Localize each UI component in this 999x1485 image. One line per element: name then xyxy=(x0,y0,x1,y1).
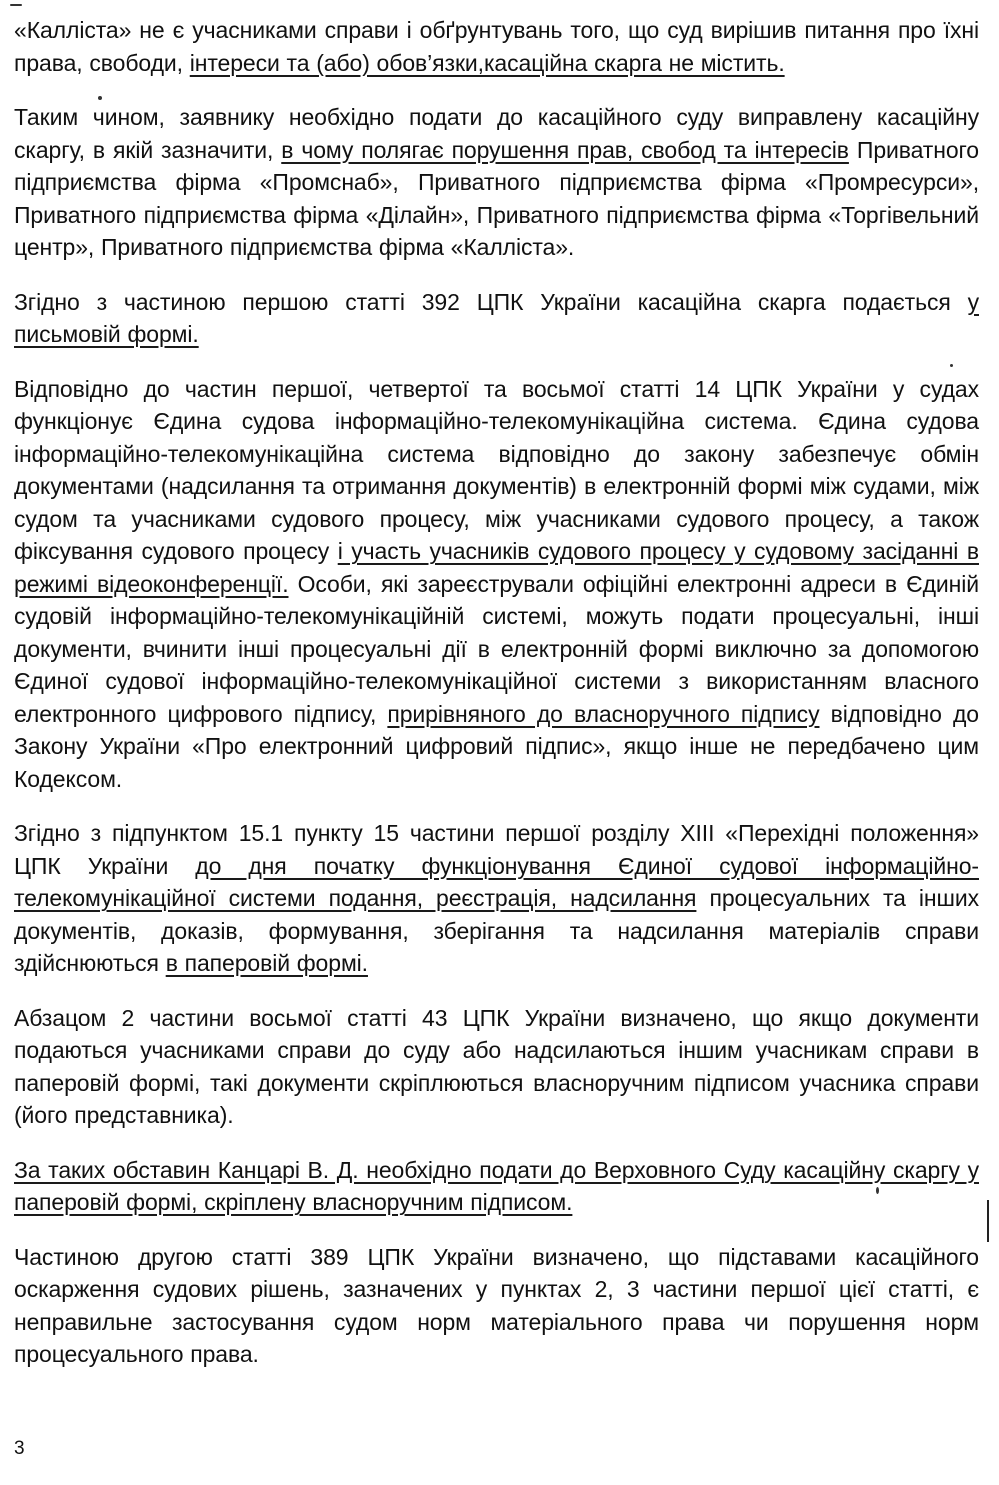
paragraph-4 xyxy=(14,373,979,796)
paragraph-6 xyxy=(14,1002,979,1132)
paragraph-4-underlined-2: прирівняного до власноручного підпису xyxy=(387,700,820,727)
page-number: 3 xyxy=(14,1438,25,1459)
paragraph-4-text-end: відповідно до Закону України «Про електронний цифровий підпис», якщо інше не передбачено цим Кодексом. xyxy=(14,700,979,792)
ink-speck xyxy=(10,4,22,6)
paragraph-2-underlined: в чому полягає порушення прав, свобод та інтересів xyxy=(281,136,849,163)
paragraph-1 xyxy=(14,14,979,79)
paragraph-5-underlined-2: в паперовій формі. xyxy=(165,950,368,976)
paragraph-5-underlined-1: до дня початку функціонування Єдиної судової інформаційно-телекомунікаційної системи подання, реєстрація, надсилання xyxy=(14,852,979,911)
paragraph-7-underlined: За таких обставин Канцарі В. Д. необхідно подати до Верховного Суду касаційну скаргу у паперовій формі, скріплену власноручним підписом. xyxy=(14,1156,979,1215)
ink-speck xyxy=(876,1187,879,1194)
paragraph-8-text: Частиною другою статті 389 ЦПК України визначено, що підставами касаційного оскарження судових рішень, зазначених у пунктах 2, 3 частини першої цієї статті, є неправильне застосування судом норм матеріального права чи порушення норм процесуального права. xyxy=(14,1243,979,1367)
paragraph-4-underlined-1: і участь учасників судового процесу у судовому засіданні в режимі відеоконференції. xyxy=(14,538,979,597)
paragraph-2-text-start: Таким чином, заявнику необхідно подати до касаційного суду виправлену касаційну скаргу, в якій зазначити, xyxy=(14,104,979,163)
paragraph-2-text-end: Приватного підприємства фірма «Промснаб», Приватного підприємства фірма «Промресурси», Приватного підприємства фірма «Ділайн», Приватного підприємства фірма «Торгівельний центр», Приватного підприємства фірма «Калліста». xyxy=(14,136,980,260)
paragraph-4-text-middle: Особи, які зареєстрували офіційні електронні адреси в Єдиній судовій інформаційно-телекомунікаційній системі, можуть подати процесуальні, інші документи, вчинити інші процесуальні дії в електронній формі виключно за допомогою Єдиної судової інформаційно-телекомунікаційної системи з використанням власного електронного цифрового підпису, xyxy=(14,570,979,727)
paragraph-5 xyxy=(14,817,979,980)
paragraph-7 xyxy=(14,1154,979,1219)
paragraph-2 xyxy=(14,101,979,264)
paragraph-5-text-middle: процесуальних та інших документів, доказів, формування, зберігання та надсилання матеріалів справи здійснюються xyxy=(14,885,979,976)
ink-speck xyxy=(950,364,953,367)
paragraph-1-underlined: інтереси та (або) обов’язки,касаційна скарга не містить. xyxy=(189,49,785,76)
margin-mark-line xyxy=(987,1200,989,1242)
paragraph-3-text: Згідно з частиною першою статті 392 ЦПК України касаційна скарга подається xyxy=(14,288,968,315)
paragraph-6-text: Абзацом 2 частини восьмої статті 43 ЦПК України визначено, що якщо документи подаються учасниками справи до суду або надсилаються іншим учасникам справи в паперовій формі, такі документи скріплюються власноручним підписом учасника справи (його представника). xyxy=(14,1004,979,1128)
ink-speck xyxy=(98,96,102,100)
paragraph-3 xyxy=(14,286,979,351)
paragraph-4-text-start: Відповідно до частин першої, четвертої та восьмої статті 14 ЦПК України у судах функціонує Єдина судова інформаційно-телекомунікаційна система. Єдина судова інформаційно-телекомунікаційна система відповідно до закону забезпечує обмін документами (надсилання та отримання документів) в електронній формі між судами, між судом та учасниками судового процесу, між учасниками судового процесу, а також фіксування судового процесу xyxy=(14,375,979,564)
paragraph-8 xyxy=(14,1241,979,1371)
paragraph-1-text: «Калліста» не є учасниками справи і обґрунтувань того, що суд вирішив питання про їхні права, свободи, xyxy=(14,17,979,76)
paragraph-3-underlined: у письмовій формі. xyxy=(14,288,979,347)
paragraph-5-text-start: Згідно з підпунктом 15.1 пункту 15 частини першої розділу XIII «Перехідні положення» ЦПК України xyxy=(14,820,979,879)
